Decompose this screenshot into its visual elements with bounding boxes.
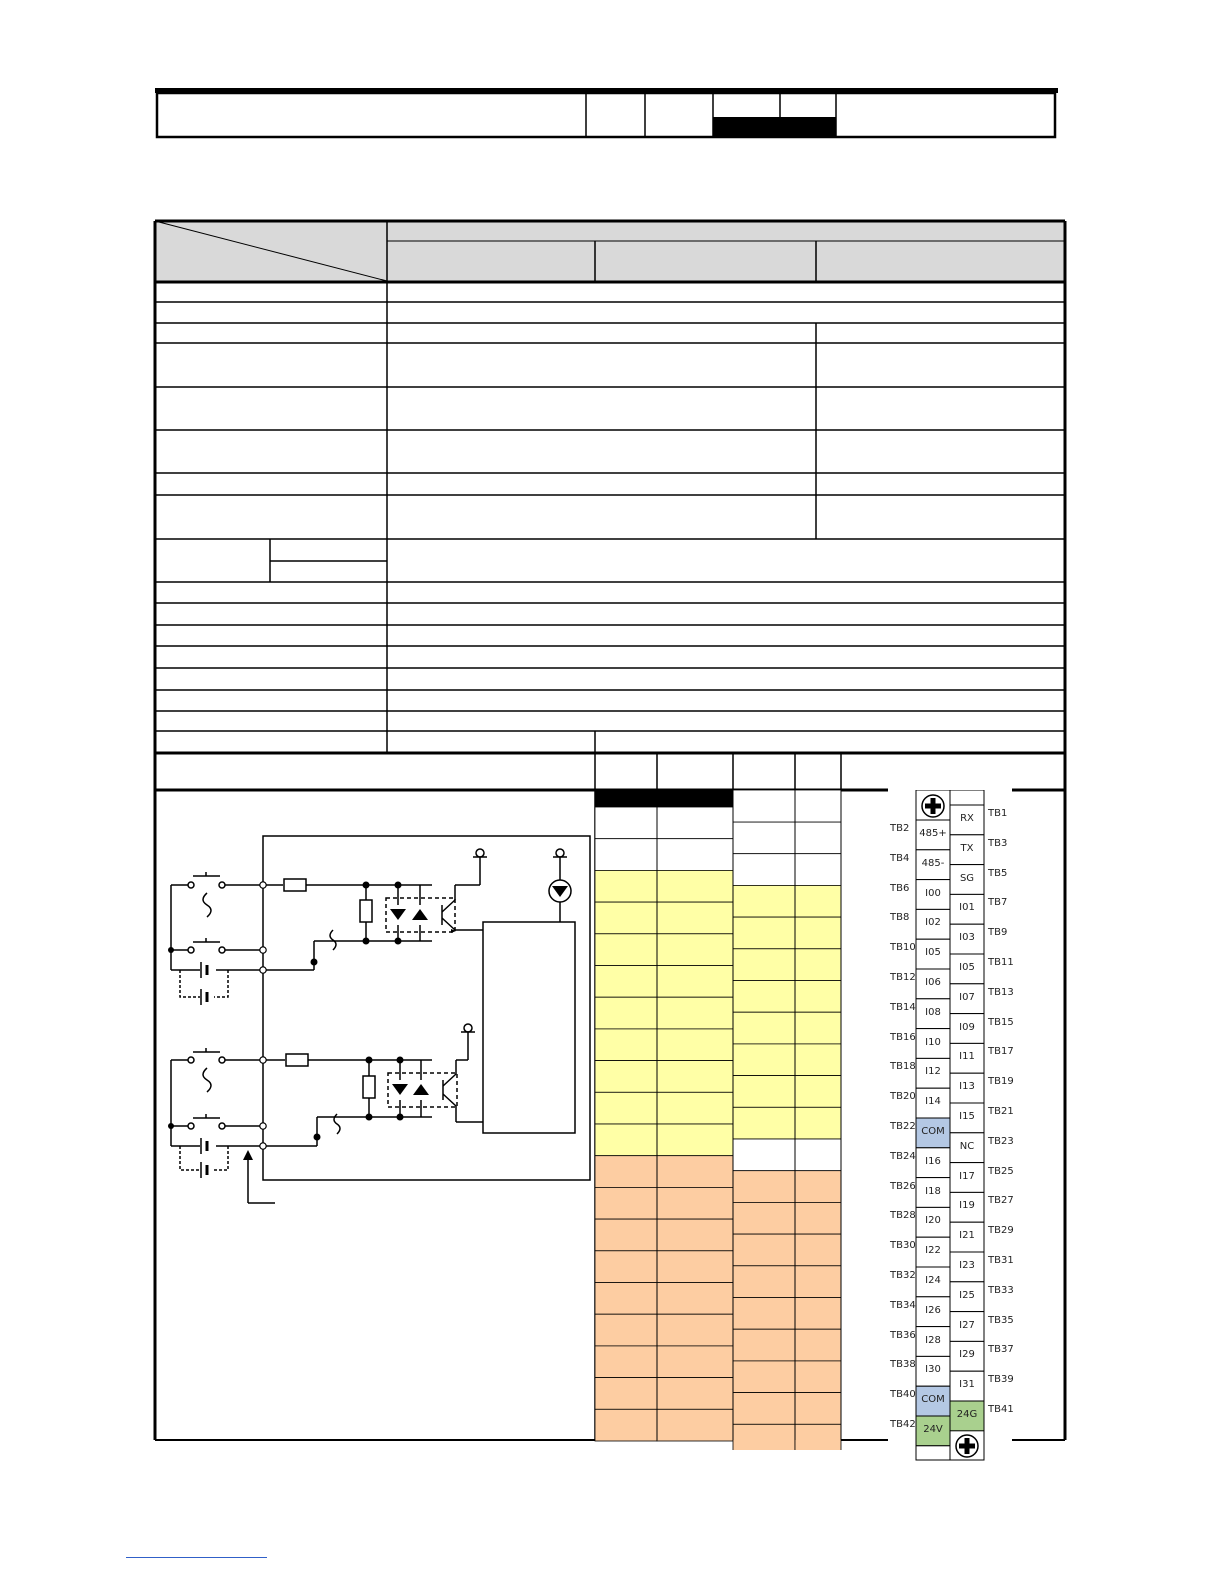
terminal-number: TB34 [890, 1299, 916, 1311]
terminal-number: TB9 [988, 927, 1008, 939]
io-map-cell [595, 1029, 657, 1061]
io-map-cell [657, 966, 733, 998]
terminal-label: 24V [923, 1423, 943, 1435]
io-map-cell [657, 807, 733, 839]
terminal-label: I19 [959, 1200, 975, 1212]
terminal-block [888, 790, 1012, 1462]
io-map-cell [733, 1361, 795, 1393]
io-map-cell [595, 1187, 657, 1219]
io-map-cell [795, 1107, 841, 1139]
terminal-label: I12 [925, 1066, 941, 1078]
input-wiring-diagram [0, 0, 600, 1220]
terminal-label: I18 [925, 1185, 941, 1197]
terminal-number: TB33 [988, 1284, 1014, 1296]
io-map-cell [733, 981, 795, 1013]
io-map-cell [795, 1171, 841, 1203]
terminal-number: TB18 [890, 1061, 916, 1073]
terminal-number: TB6 [890, 882, 910, 894]
terminal-label: NC [959, 1140, 975, 1152]
io-map-cell [595, 1378, 657, 1410]
io-map-cell [595, 1314, 657, 1346]
terminal-number: TB37 [988, 1344, 1014, 1356]
terminal-number: TB16 [890, 1031, 916, 1043]
io-map-cell [595, 1219, 657, 1251]
io-map-cell [733, 1107, 795, 1139]
io-map-cell [595, 1061, 657, 1093]
terminal-number: TB29 [988, 1225, 1014, 1237]
io-map-cell [657, 1378, 733, 1410]
io-map-cell [733, 1393, 795, 1425]
io-map-cell [657, 1156, 733, 1188]
terminal-label: I14 [925, 1096, 941, 1108]
io-map-cell [595, 1251, 657, 1283]
io-map-cell [795, 1076, 841, 1108]
io-map-cell [795, 1393, 841, 1425]
terminal-number: TB35 [988, 1314, 1014, 1326]
io-map-cell [795, 1298, 841, 1330]
io-map-cell [795, 822, 841, 854]
terminal-label: SG [959, 872, 975, 884]
io-map-cell [657, 934, 733, 966]
io-map-cell [657, 1409, 733, 1441]
io-map-cell [595, 997, 657, 1029]
io-map-cell [733, 1266, 795, 1298]
io-map-cell [595, 902, 657, 934]
terminal-label: I22 [925, 1245, 941, 1257]
terminal-number: TB4 [890, 852, 910, 864]
terminal-number: TB8 [890, 912, 910, 924]
terminal-number: TB28 [890, 1210, 916, 1222]
terminal-number: TB24 [890, 1150, 916, 1162]
terminal-label: I30 [925, 1364, 941, 1376]
terminal-label: I13 [959, 1081, 975, 1093]
io-map-cell [795, 1012, 841, 1044]
io-map-cell [733, 1202, 795, 1234]
terminal-number: TB36 [890, 1329, 916, 1341]
terminal-label: I11 [959, 1051, 975, 1063]
io-map-cell [657, 1314, 733, 1346]
terminal-label: I27 [959, 1319, 975, 1331]
terminal-number: TB3 [988, 837, 1008, 849]
io-map-cell [595, 1283, 657, 1315]
io-map-cell [795, 1329, 841, 1361]
io-map-cell [657, 1283, 733, 1315]
io-map-cell [657, 1124, 733, 1156]
io-map-cell [733, 917, 795, 949]
terminal-number: TB15 [988, 1016, 1014, 1028]
terminal-label: I25 [959, 1289, 975, 1301]
terminal-number: TB39 [988, 1374, 1014, 1386]
io-map-cell [595, 1409, 657, 1441]
terminal-label: I07 [959, 991, 975, 1003]
terminal-number: TB41 [988, 1404, 1014, 1415]
terminal-number: TB20 [890, 1091, 916, 1103]
terminal-number: TB1 [988, 808, 1008, 819]
io-map-cell [595, 966, 657, 998]
io-map-cell [733, 1044, 795, 1076]
io-map-cell [595, 1346, 657, 1378]
io-map-cell [657, 997, 733, 1029]
terminal-label: I16 [925, 1155, 941, 1167]
terminal-label: I15 [959, 1110, 975, 1122]
io-map-cell [795, 1139, 841, 1171]
terminal-label: I28 [925, 1334, 941, 1346]
io-map-cell [795, 949, 841, 981]
io-map-cell [795, 1234, 841, 1266]
io-map-cell [657, 1346, 733, 1378]
terminal-label: COM [921, 1125, 945, 1137]
io-map-cell [733, 1012, 795, 1044]
terminal-number: TB5 [988, 867, 1008, 879]
io-map-cell [733, 1234, 795, 1266]
terminal-label: I26 [925, 1304, 941, 1316]
terminal-label: I03 [959, 932, 975, 944]
io-map-cell [733, 822, 795, 854]
terminal-label: I31 [959, 1379, 975, 1391]
io-map-cell [657, 1219, 733, 1251]
terminal-label: I01 [959, 902, 975, 914]
terminal-label: I02 [925, 917, 941, 929]
terminal-label: 485+ [919, 827, 947, 839]
terminal-label: COM [921, 1394, 945, 1406]
io-map-cell [595, 1092, 657, 1124]
io-map-cell [657, 1187, 733, 1219]
io-map-cell [595, 870, 657, 902]
io-map-cell [733, 1424, 795, 1450]
terminal-number: TB7 [988, 897, 1008, 909]
io-map-cell [795, 917, 841, 949]
io-map-cell [657, 870, 733, 902]
footer-link-underline [126, 1557, 267, 1558]
io-map-cell [733, 1329, 795, 1361]
io-map-cell [733, 1139, 795, 1171]
terminal-label: 24G [956, 1408, 978, 1420]
io-map-cell [733, 1076, 795, 1108]
terminal-number: TB38 [890, 1359, 916, 1371]
terminal-number: TB11 [988, 957, 1014, 968]
io-map-cell [733, 949, 795, 981]
terminal-label: I10 [925, 1036, 941, 1048]
io-map-cell [733, 854, 795, 886]
terminal-number: TB31 [988, 1255, 1014, 1266]
io-map-cell [733, 1298, 795, 1330]
terminal-label: 485- [921, 857, 945, 869]
io-map-cell [595, 839, 657, 871]
terminal-label: I17 [959, 1170, 975, 1182]
io-map-cell [795, 1044, 841, 1076]
terminal-label: I24 [925, 1274, 941, 1286]
terminal-label: I08 [925, 1006, 941, 1018]
terminal-label: I29 [959, 1349, 975, 1361]
io-map-cell [795, 1202, 841, 1234]
terminal-number: TB17 [988, 1046, 1014, 1058]
terminal-label: I05 [925, 947, 941, 959]
io-map-cell [795, 1361, 841, 1393]
io-map-cell [657, 1251, 733, 1283]
terminal-number: TB19 [988, 1076, 1014, 1088]
terminal-number: TB13 [988, 986, 1014, 998]
terminal-label: RX [960, 812, 974, 824]
terminal-number: TB42 [890, 1419, 916, 1430]
io-map-cell [733, 1171, 795, 1203]
terminal-number: TB25 [988, 1165, 1014, 1177]
io-map-cell [795, 885, 841, 917]
io-map-cell [733, 790, 795, 822]
io-map-cell [733, 885, 795, 917]
terminal-number: TB2 [890, 823, 910, 834]
io-map-cell [795, 1424, 841, 1450]
io-map-cell [595, 934, 657, 966]
io-map-cell [657, 902, 733, 934]
io-map-cell [657, 1029, 733, 1061]
terminal-label: I06 [925, 976, 941, 988]
io-map-cell [795, 790, 841, 822]
terminal-label: I09 [959, 1021, 975, 1033]
terminal-label: I20 [925, 1215, 941, 1227]
terminal-label: I23 [959, 1259, 975, 1271]
terminal-number: TB23 [988, 1135, 1014, 1147]
terminal-label: TX [960, 842, 974, 854]
io-map-cell [657, 1092, 733, 1124]
io-map-cell [595, 807, 657, 839]
io-map-cell [657, 1061, 733, 1093]
io-map-cell [795, 854, 841, 886]
terminal-number: TB12 [890, 972, 916, 983]
terminal-number: TB10 [890, 942, 916, 954]
terminal-number: TB22 [890, 1121, 916, 1132]
io-map-cell [595, 1156, 657, 1188]
terminal-label: I00 [925, 887, 941, 899]
terminal-number: TB32 [890, 1270, 916, 1281]
terminal-number: TB30 [890, 1240, 916, 1252]
terminal-number: TB21 [988, 1106, 1014, 1117]
terminal-number: TB14 [890, 1001, 916, 1013]
io-map-cell [595, 1124, 657, 1156]
terminal-label: I05 [959, 961, 975, 973]
io-map-cell [657, 839, 733, 871]
io-map-cell [795, 1266, 841, 1298]
terminal-number: TB26 [890, 1180, 916, 1192]
terminal-number: TB40 [890, 1389, 916, 1401]
terminal-number: TB27 [988, 1195, 1014, 1207]
io-map-cell [795, 981, 841, 1013]
terminal-label: I21 [959, 1230, 975, 1242]
